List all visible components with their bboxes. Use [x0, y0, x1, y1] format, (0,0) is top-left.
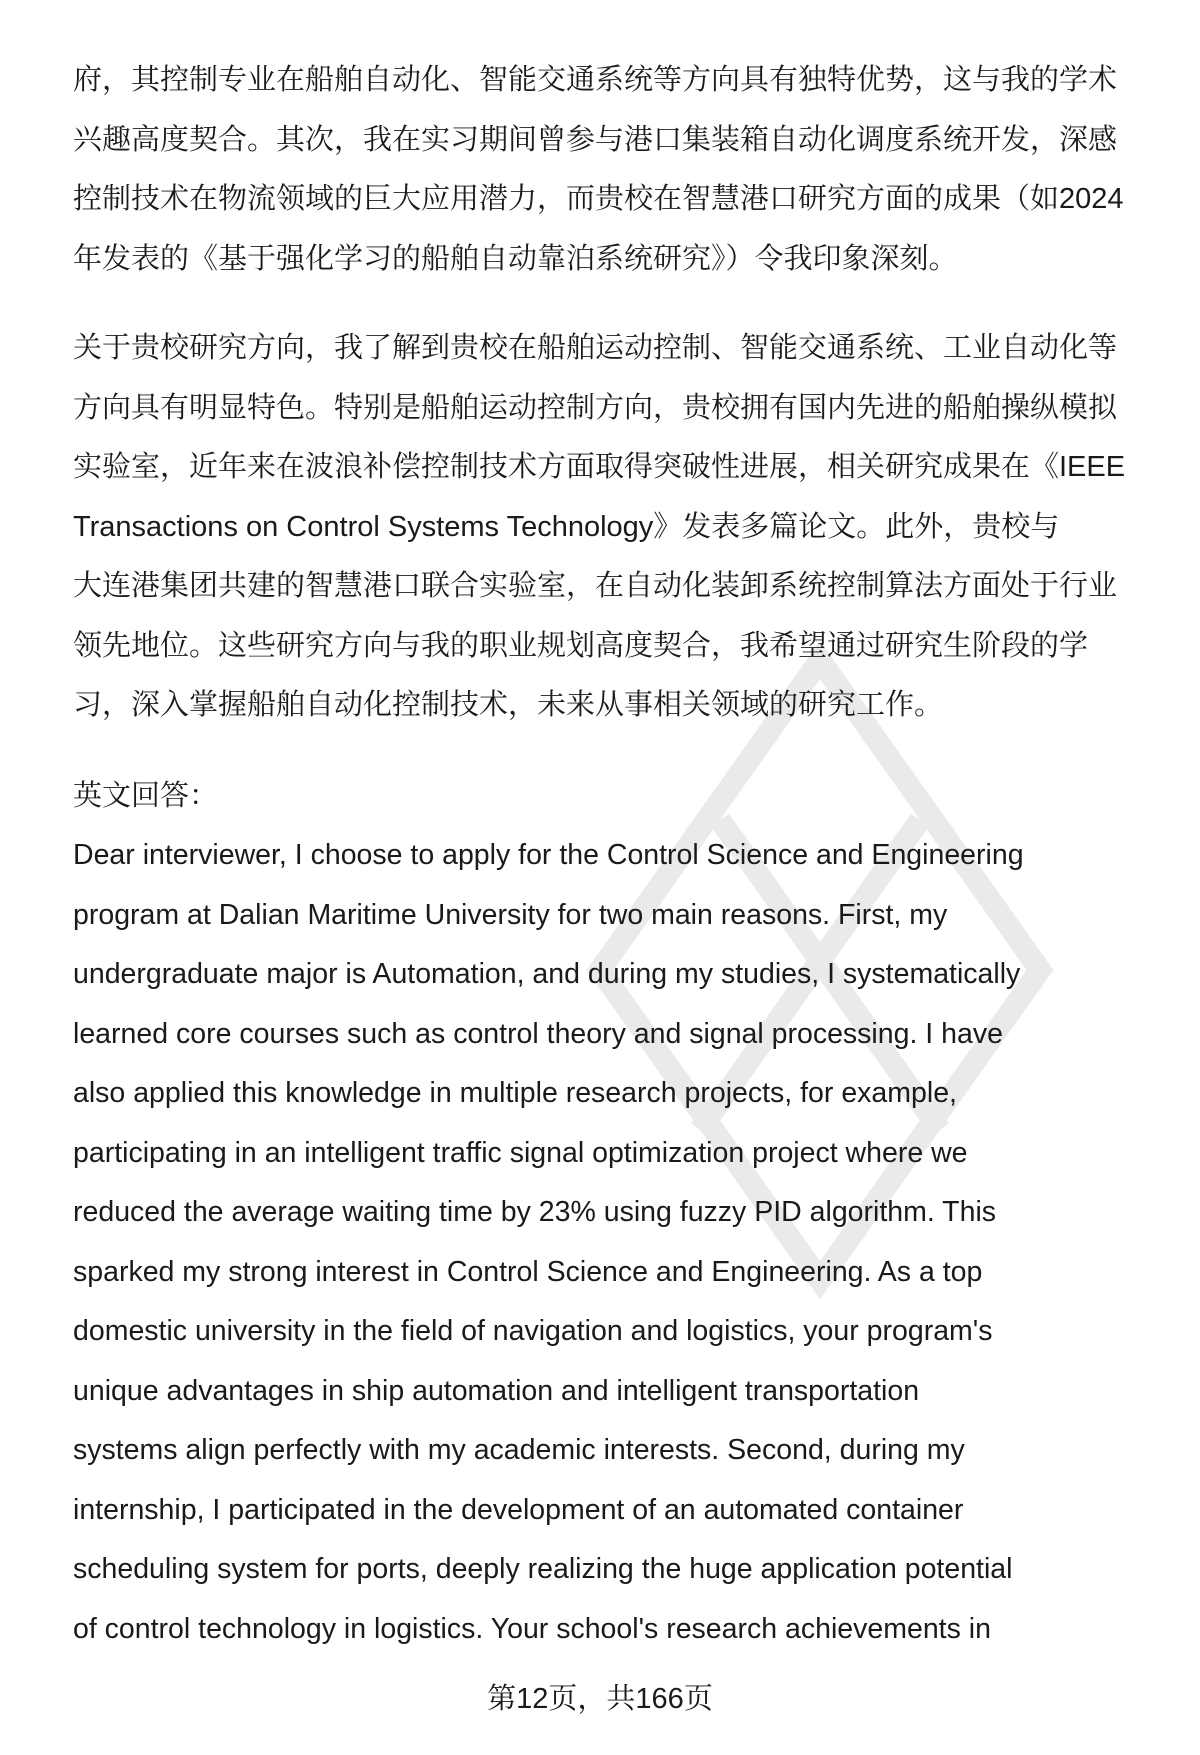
text-line: scheduling system for ports, deeply realizing the huge application potential: [73, 1553, 1013, 1585]
text-line: domestic university in the field of navigation and logistics, your program's: [73, 1315, 993, 1347]
text-line: 控制技术在物流领域的巨大应用潜力，而贵校在智慧港口研究方面的成果（如2024: [73, 183, 1124, 215]
text-line: 方向具有明显特色。特别是船舶运动控制方向，贵校拥有国内先进的船舶操纵模拟: [73, 391, 1118, 424]
text-line: 习，深入掌握船舶自动化控制技术，未来从事相关领域的研究工作。: [73, 689, 944, 721]
text-line: systems align perfectly with my academic interests. Second, during my: [73, 1434, 965, 1466]
text-line: undergraduate major is Automation, and during my studies, I systematically: [73, 958, 1021, 990]
text-line: 英文回答：: [73, 780, 219, 812]
text-line: 府，其控制专业在船舶自动化、智能交通系统等方向具有独特优势，这与我的学术: [73, 64, 1118, 96]
text-line: sparked my strong interest in Control Science and Engineering. As a top: [73, 1255, 983, 1288]
text-line: 实验室，近年来在波浪补偿控制技术方面取得突破性进展，相关研究成果在《IEEE: [73, 451, 1126, 483]
text-line: reduced the average waiting time by 23% using fuzzy PID algorithm. This: [73, 1196, 997, 1228]
text-line: Transactions on Control Systems Technology》发表多篇论文。此外，贵校与: [73, 510, 1060, 543]
text-line: 年发表的《基于强化学习的船舶自动靠泊系统研究》）令我印象深刻。: [73, 242, 958, 275]
text-line: program at Dalian Maritime University for two main reasons. First, my: [73, 898, 948, 931]
text-line: learned core courses such as control theory and signal processing. I have: [73, 1017, 1003, 1050]
text-line: also applied this knowledge in multiple research projects, for example,: [73, 1077, 957, 1109]
text-line: internship, I participated in the development of an automated container: [73, 1493, 964, 1526]
text-line: Dear interviewer, I choose to apply for the Control Science and Engineering: [73, 839, 1024, 871]
text-line: 领先地位。这些研究方向与我的职业规划高度契合，我希望通过研究生阶段的学: [73, 629, 1089, 662]
text-line: of control technology in logistics. Your school's research achievements in: [73, 1612, 991, 1645]
text-line: 大连港集团共建的智慧港口联合实验室，在自动化装卸系统控制算法方面处于行业: [73, 570, 1118, 602]
text-line: 关于贵校研究方向，我了解到贵校在船舶运动控制、智能交通系统、工业自动化等: [73, 332, 1118, 364]
text-line: 兴趣高度契合。其次，我在实习期间曾参与港口集装箱自动化调度系统开发，深感: [73, 123, 1118, 156]
text-line: unique advantages in ship automation and intelligent transportation: [73, 1374, 920, 1407]
text-line: participating in an intelligent traffic signal optimization project where we: [73, 1136, 968, 1169]
page-footer: 第12页，共166页: [487, 1683, 713, 1715]
